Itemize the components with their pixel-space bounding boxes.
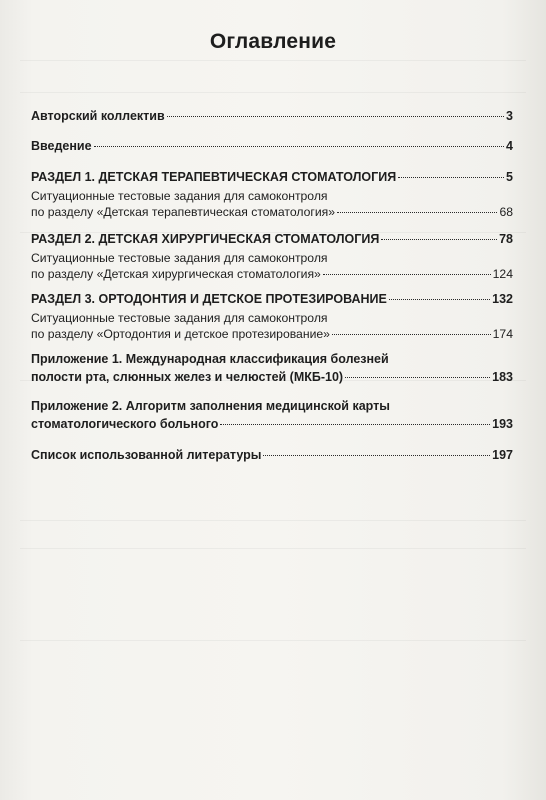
- toc-entry-label: РАЗДЕЛ 2. ДЕТСКАЯ ХИРУРГИЧЕСКАЯ СТОМАТОЛОГИЯ: [31, 232, 380, 246]
- toc-subentry[interactable]: [31, 326, 513, 342]
- dot-leader: [345, 377, 490, 378]
- page-title: Оглавление: [209, 30, 337, 53]
- toc-subentry-label: по разделу «Детская терапевтическая стоматология»: [31, 205, 336, 219]
- toc-subentry[interactable]: [31, 266, 513, 282]
- dot-leader: [398, 177, 504, 178]
- toc-entry-introduction[interactable]: [31, 138, 513, 154]
- toc-subentry[interactable]: [31, 204, 513, 220]
- dot-leader: [389, 299, 490, 300]
- toc-entry-label: Список использованной литературы: [31, 448, 262, 462]
- toc-page-number: 68: [499, 205, 513, 219]
- toc-subentry-label: Ситуационные тестовые задания для самоконтроля: [31, 251, 328, 265]
- toc-entry-label: Авторский коллектив: [31, 109, 165, 123]
- toc-entry-label: Введение: [31, 139, 92, 153]
- toc-subentry-label: Ситуационные тестовые задания для самоконтроля: [31, 311, 328, 325]
- toc-page-number: 183: [492, 370, 513, 384]
- toc-page-number: 174: [492, 327, 513, 341]
- toc-entry-authors[interactable]: [31, 108, 513, 124]
- toc-page-number: 193: [492, 417, 513, 431]
- toc-entry-label: РАЗДЕЛ 3. ОРТОДОНТИЯ И ДЕТСКОЕ ПРОТЕЗИРОВАНИЕ: [31, 292, 387, 306]
- dot-leader: [263, 455, 490, 456]
- toc-page-number: 3: [506, 109, 513, 123]
- toc-entry-label: Приложение 1. Международная классификация болезней: [31, 352, 389, 366]
- dot-leader: [323, 274, 491, 275]
- toc-entry-references[interactable]: [31, 447, 513, 463]
- dot-leader: [337, 212, 497, 213]
- toc-entry-appendix-1[interactable]: [31, 351, 513, 385]
- toc-entry-section-2[interactable]: [31, 231, 513, 282]
- toc-entry-label: полости рта, слюнных желез и челюстей (МКБ-10): [31, 370, 344, 384]
- toc-page-number: 4: [506, 139, 513, 153]
- toc-entry-label: РАЗДЕЛ 1. ДЕТСКАЯ ТЕРАПЕВТИЧЕСКАЯ СТОМАТОЛОГИЯ: [31, 170, 397, 184]
- dot-leader: [220, 424, 490, 425]
- toc-page-number: 132: [492, 292, 513, 306]
- dot-leader: [94, 146, 504, 147]
- dot-leader: [167, 116, 504, 117]
- toc-entry-appendix-2[interactable]: [31, 398, 513, 432]
- dot-leader: [332, 334, 491, 335]
- toc-entry-label: Приложение 2. Алгоритм заполнения медицинской карты: [31, 399, 390, 413]
- dot-leader: [381, 239, 497, 240]
- toc-entry-section-1[interactable]: [31, 169, 513, 220]
- toc-page-number: 197: [492, 448, 513, 462]
- toc-page-number: 5: [506, 170, 513, 184]
- toc-entry-section-3[interactable]: [31, 291, 513, 342]
- toc-page-number: 124: [492, 267, 513, 281]
- toc-page-number: 78: [499, 232, 513, 246]
- toc-subentry-label: по разделу «Детская хирургическая стоматология»: [31, 267, 321, 281]
- toc-entry-label: стоматологического больного: [31, 417, 219, 431]
- toc-subentry-label: Ситуационные тестовые задания для самоконтроля: [31, 189, 328, 203]
- toc-subentry-label: по разделу «Ортодонтия и детское протезирование»: [31, 327, 330, 341]
